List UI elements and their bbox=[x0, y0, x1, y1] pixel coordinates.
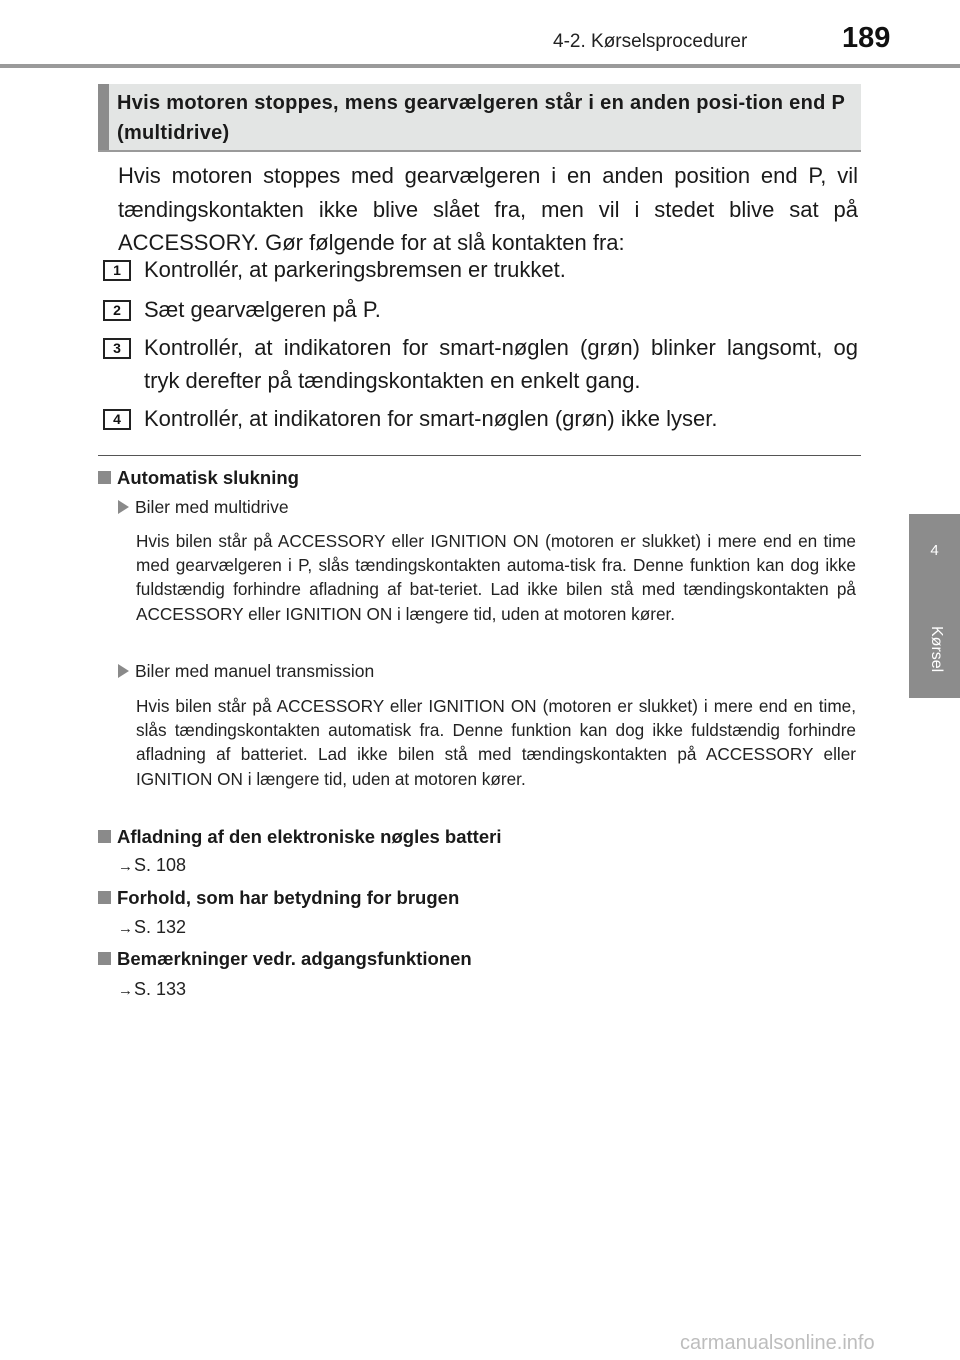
section-divider bbox=[98, 455, 861, 456]
note-title: Automatisk slukning bbox=[117, 467, 299, 488]
arrow-right-icon: → bbox=[118, 858, 133, 875]
step-text: Kontrollér, at indikatoren for smart-nøglen (grøn) ikke lyser. bbox=[144, 406, 718, 431]
subheading-label: Biler med multidrive bbox=[135, 497, 289, 517]
square-bullet-icon bbox=[98, 891, 111, 904]
intro-paragraph: Hvis motoren stoppes med gearvælgeren i en anden position end P, vil tændingskontakten ikke blive slået fra, men vil i stedet blive sat på ACCESSORY. Gør følgende for at slå kontakten fra: bbox=[118, 163, 858, 255]
header-section-title: 4-2. Kørselsprocedurer bbox=[553, 31, 748, 52]
header-rule bbox=[0, 64, 960, 68]
note-heading-battery bbox=[98, 826, 501, 848]
triangle-bullet-icon bbox=[118, 500, 129, 514]
page-reference-text: S. 132 bbox=[134, 917, 187, 937]
page-reference-battery[interactable] bbox=[118, 855, 186, 876]
note-title: Afladning af den elektroniske nøgles batteri bbox=[117, 826, 502, 847]
square-bullet-icon bbox=[98, 952, 111, 965]
note-title: Bemærkninger vedr. adgangsfunktionen bbox=[117, 948, 472, 969]
chapter-tab-label: Kørsel bbox=[928, 626, 945, 673]
subheading-manual bbox=[118, 661, 374, 682]
chapter-tab bbox=[909, 514, 960, 698]
note-body-multidrive: Hvis bilen står på ACCESSORY eller IGNITION ON (motoren er slukket) i mere end en time med gearvælgeren i P, slås tændingskontakten automa-tisk fra. Denne funktion kan dog ikke fuldstændig forhindre afladning af bat-teriet. Lad ikke bilen stå med tændingskontakten på ACCESSORY eller IGNITION ON i længere tid, uden at motoren kører. bbox=[136, 531, 856, 624]
square-bullet-icon bbox=[98, 471, 111, 484]
page-reference-access[interactable] bbox=[118, 979, 186, 1000]
step-number-badge: 1 bbox=[103, 260, 131, 281]
step-text: Kontrollér, at parkeringsbremsen er trukket. bbox=[144, 257, 566, 282]
step-text: Kontrollér, at indikatoren for smart-nøglen (grøn) blinker langsomt, og tryk derefter på tændingskontakten en enkelt gang. bbox=[144, 335, 858, 393]
section-heading-box bbox=[98, 84, 861, 151]
note-body-manual: Hvis bilen står på ACCESSORY eller IGNITION ON (motoren er slukket) i mere end en time, slås tændingskontakten automatisk fra. Denne funktion kan dog ikke fuldstændig forhindre afladning af batteriet. Lad ikke bilen stå med tændingskontakten på ACCESSORY eller IGNITION ON i længere tid, uden at motoren kører. bbox=[136, 696, 856, 789]
step-number-badge: 4 bbox=[103, 409, 131, 430]
subheading-label: Biler med manuel transmission bbox=[135, 661, 375, 681]
subheading-multidrive bbox=[118, 497, 289, 518]
step-text: Sæt gearvælgeren på P. bbox=[144, 297, 381, 322]
page-reference-text: S. 133 bbox=[134, 979, 187, 999]
page-reference-text: S. 108 bbox=[134, 855, 187, 875]
arrow-right-icon: → bbox=[118, 982, 133, 999]
step-number-badge: 3 bbox=[103, 338, 131, 359]
triangle-bullet-icon bbox=[118, 664, 129, 678]
heading-rule bbox=[98, 150, 861, 152]
square-bullet-icon bbox=[98, 830, 111, 843]
watermark: carmanualsonline.info bbox=[680, 1332, 875, 1354]
note-heading-conditions bbox=[98, 887, 459, 909]
note-title: Forhold, som har betydning for brugen bbox=[117, 887, 460, 908]
page-number: 189 bbox=[842, 22, 891, 54]
note-heading-automatic bbox=[98, 467, 299, 489]
chapter-tab-number: 4 bbox=[930, 542, 939, 559]
page-reference-conditions[interactable] bbox=[118, 917, 186, 938]
note-heading-access bbox=[98, 948, 472, 970]
arrow-right-icon: → bbox=[118, 920, 133, 937]
section-heading: Hvis motoren stoppes, mens gearvælgeren står i en anden posi-tion end P (multidrive) bbox=[117, 92, 845, 144]
step-number-badge: 2 bbox=[103, 300, 131, 321]
page-header bbox=[0, 0, 960, 66]
